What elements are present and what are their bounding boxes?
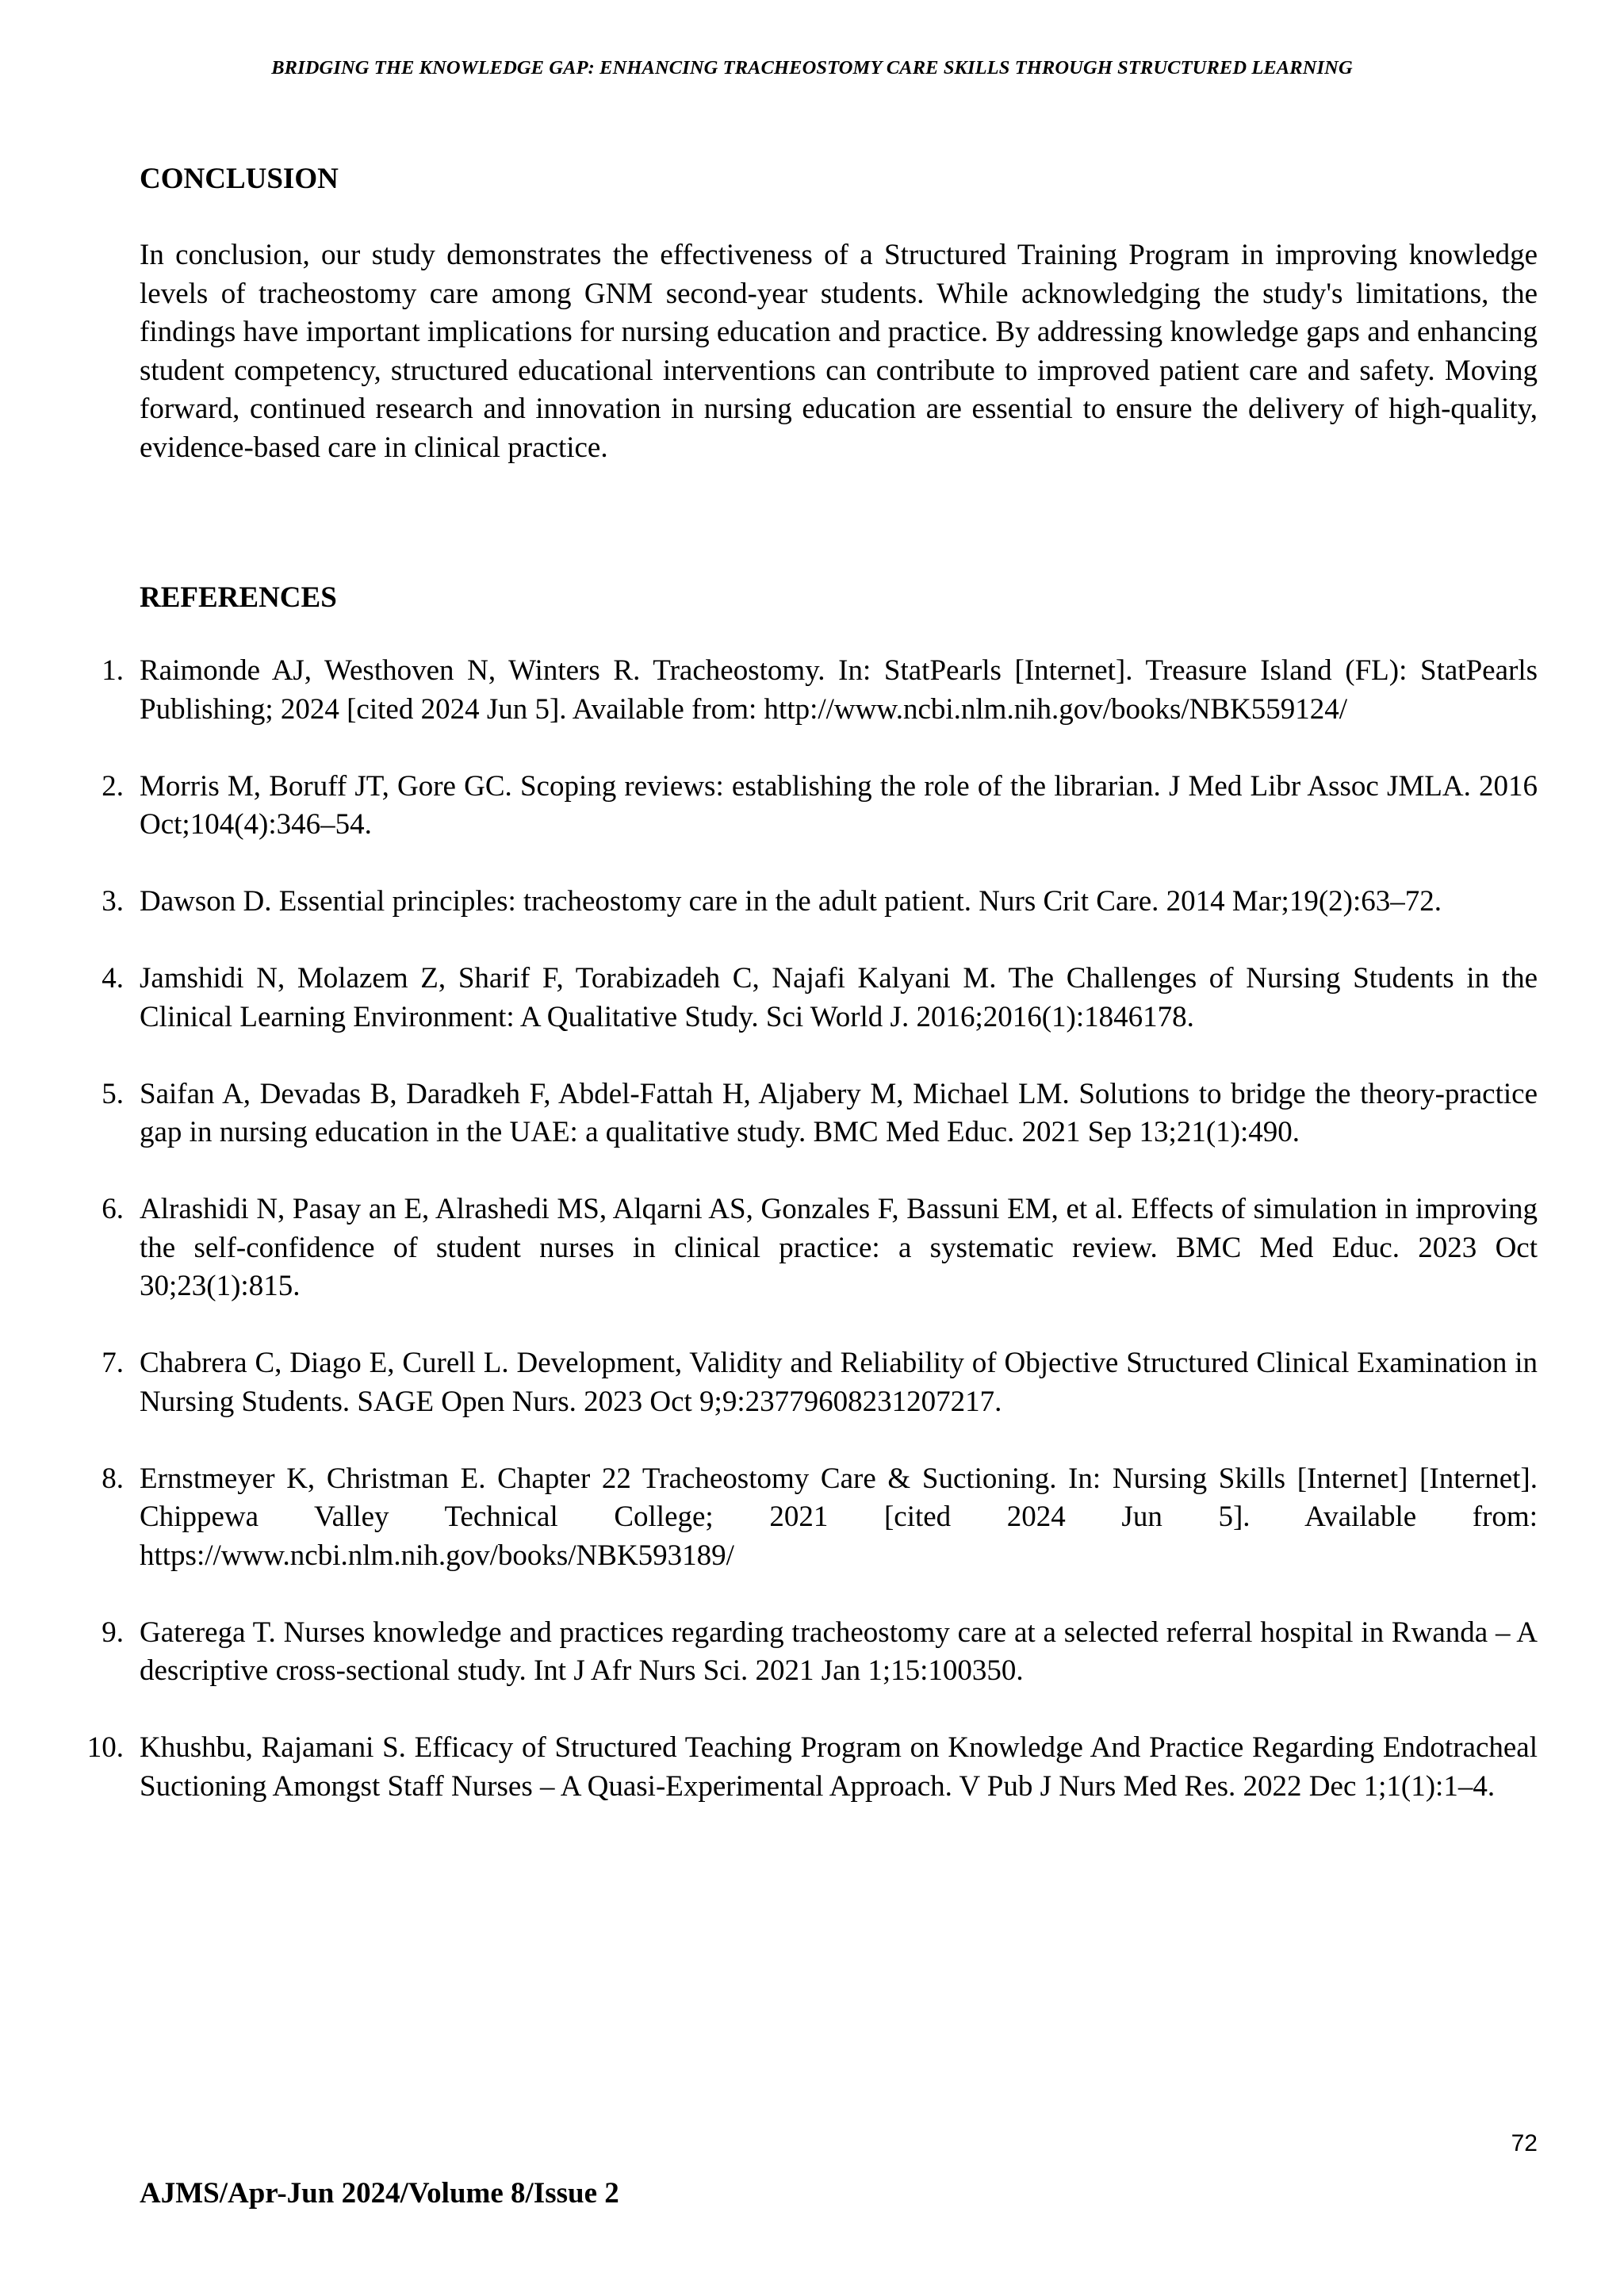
reference-text: Gaterega T. Nurses knowledge and practices regarding tracheostomy care at a selected referral hospital in Rwanda – A descriptive cross-sectional study. Int J Afr Nurs Sci. 2021 Jan 1;15:100350. (140, 1616, 1538, 1687)
reference-number: 6. (102, 1193, 124, 1225)
reference-item (79, 1729, 1538, 1806)
reference-number: 5. (102, 1077, 124, 1110)
running-header: BRIDGING THE KNOWLEDGE GAP: ENHANCING TRACHEOSTOMY CARE SKILLS THROUGH STRUCTURED LEARNING (271, 57, 1353, 79)
reference-number: 1. (102, 654, 124, 687)
reference-text: Chabrera C, Diago E, Curell L. Development, Validity and Reliability of Objective Structured Clinical Examination in Nursing Students. SAGE Open Nurs. 2023 Oct 9;9:23779608231207217. (140, 1347, 1538, 1418)
reference-text: Khushbu, Rajamani S. Efficacy of Structured Teaching Program on Knowledge And Practice Regarding Endotracheal Suctioning Amongst Staff Nurses – A Quasi-Experimental Approach. V Pub J Nurs Med Res. 2022 Dec 1;1(1):1–4. (140, 1731, 1538, 1803)
reference-item (79, 652, 1538, 729)
reference-item (79, 1614, 1538, 1691)
reference-item (79, 883, 1538, 922)
references-heading: REFERENCES (140, 581, 337, 614)
reference-item (79, 768, 1538, 845)
reference-number: 10. (86, 1731, 124, 1764)
reference-text: Morris M, Boruff JT, Gore GC. Scoping reviews: establishing the role of the librarian. J Med Libr Assoc JMLA. 2016 Oct;104(4):346–54. (140, 769, 1538, 841)
reference-item (79, 1344, 1538, 1421)
reference-number: 8. (102, 1462, 124, 1495)
reference-number: 4. (102, 962, 124, 995)
reference-text: Saifan A, Devadas B, Daradkeh F, Abdel-Fattah H, Aljabery M, Michael LM. Solutions to bridge the theory-practice gap in nursing education in the UAE: a qualitative study. BMC Med Educ. 2021 Sep 13;21(1):490. (140, 1077, 1538, 1148)
reference-list (79, 652, 1538, 1845)
reference-number: 3. (102, 885, 124, 918)
reference-text: Raimonde AJ, Westhoven N, Winters R. Tracheostomy. In: StatPearls [Internet]. Treasure Island (FL): StatPearls Publishing; 2024 [cited 2024 Jun 5]. Available from: http://www.ncbi.nlm.nih.gov/books/NBK559124/ (140, 654, 1538, 726)
reference-item (79, 1460, 1538, 1576)
conclusion-heading: CONCLUSION (140, 163, 339, 195)
reference-item (79, 1190, 1538, 1306)
reference-number: 2. (102, 769, 124, 803)
reference-item (79, 1075, 1538, 1152)
reference-text: Alrashidi N, Pasay an E, Alrashedi MS, Alqarni AS, Gonzales F, Bassuni EM, et al. Effects of simulation in improving the self-confidence of student nurses in clinical practice: a systematic review. BMC Med Educ. 2023 Oct 30;23(1):815. (140, 1193, 1538, 1302)
reference-text: Jamshidi N, Molazem Z, Sharif F, Torabizadeh C, Najafi Kalyani M. The Challenges of Nursing Students in the Clinical Learning Environment: A Qualitative Study. Sci World J. 2016;2016(1):1846178. (140, 962, 1538, 1033)
conclusion-paragraph: In conclusion, our study demonstrates the effectiveness of a Structured Training Program in improving knowledge levels of tracheostomy care among GNM second-year students. While acknowledging the study's limitations, the findings have important implications for nursing education and practice. By addressing knowledge gaps and enhancing student competency, structured educational interventions can contribute to improved patient care and safety. Moving forward, continued research and innovation in nursing education are essential to ensure the delivery of high-quality, evidence-based care in clinical practice. (140, 239, 1538, 464)
reference-text: Dawson D. Essential principles: tracheostomy care in the adult patient. Nurs Crit Care. 2014 Mar;19(2):63–72. (140, 885, 1442, 918)
reference-number: 9. (102, 1616, 124, 1649)
reference-item (79, 960, 1538, 1037)
reference-text: Ernstmeyer K, Christman E. Chapter 22 Tracheostomy Care & Suctioning. In: Nursing Skills [Internet] [Internet]. Chippewa Valley Technical College; 2021 [cited 2024 Jun 5]. Available from: https://www.ncbi.nlm.nih.gov/books/NBK593189/ (140, 1462, 1538, 1572)
reference-number: 7. (102, 1347, 124, 1379)
page-number: 72 (1511, 2130, 1538, 2156)
journal-footer: AJMS/Apr-Jun 2024/Volume 8/Issue 2 (140, 2177, 619, 2210)
